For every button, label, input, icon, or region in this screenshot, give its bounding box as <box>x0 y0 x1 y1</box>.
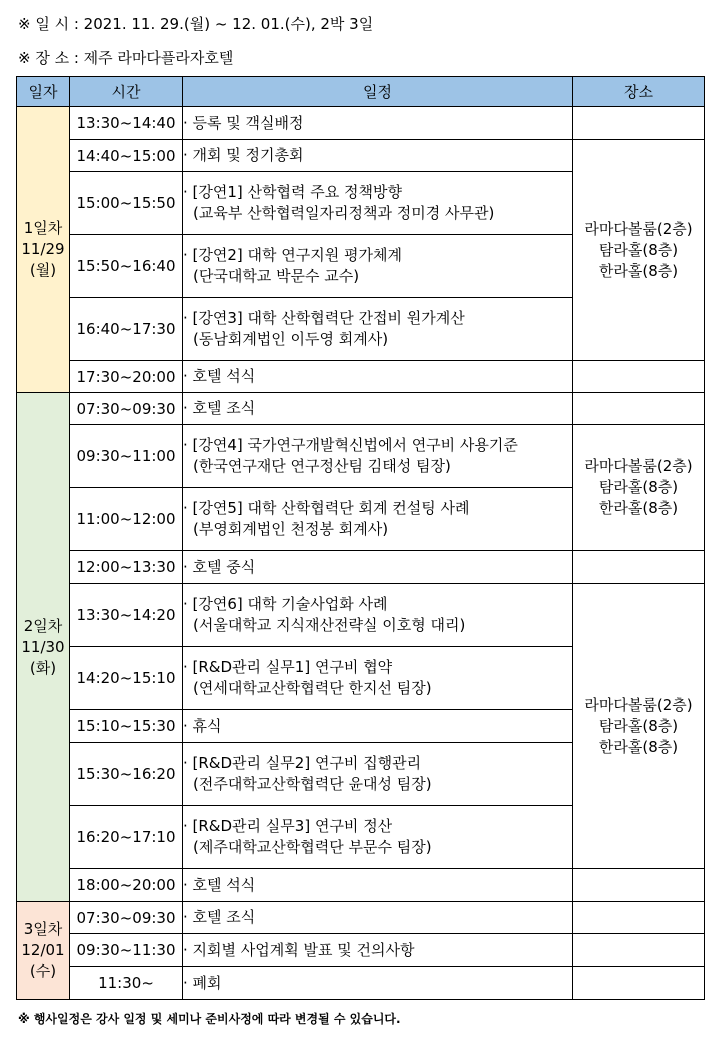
program-cell: · [R&D관리 실무1] 연구비 협약 (연세대학교산학협력단 한지선 팀장) <box>183 647 573 710</box>
table-row <box>17 425 705 488</box>
program-cell: · [강연6] 대학 기술사업화 사례 (서울대학교 지식재산전략실 이호형 대리) <box>183 584 573 647</box>
time-cell: 15:30~16:20 <box>70 743 183 806</box>
table-row <box>17 584 705 647</box>
table-row <box>17 107 705 140</box>
program-cell: · [R&D관리 실무2] 연구비 집행관리 (전주대학교산학협력단 윤대성 팀장) <box>183 743 573 806</box>
time-cell: 11:00~12:00 <box>70 488 183 551</box>
venue-cell-empty <box>573 361 705 393</box>
time-cell: 18:00~20:00 <box>70 869 183 902</box>
footnote: ※ 행사일정은 강사 일정 및 세미나 준비사정에 따라 변경될 수 있습니다. <box>18 1012 401 1026</box>
program-cell: · 호텔 석식 <box>183 361 573 393</box>
venue-cell-empty <box>573 869 705 902</box>
program-cell: · [강연1] 산학협력 주요 정책방향 (교육부 산학협력일자리정책과 정미경 사무관) <box>183 172 573 235</box>
time-cell: 13:30~14:20 <box>70 584 183 647</box>
time-cell: 16:40~17:30 <box>70 298 183 361</box>
program-cell: · [강연2] 대학 연구지원 평가체계 (단국대학교 박문수 교수) <box>183 235 573 298</box>
table-row <box>17 869 705 902</box>
venue-cell-empty <box>573 967 705 1000</box>
venue-cell-empty <box>573 107 705 140</box>
program-cell: · 휴식 <box>183 710 573 743</box>
time-cell: 11:30~ <box>70 967 183 1000</box>
day-cell: 2일차 11/30 (화) <box>17 393 70 902</box>
venue-cell: 라마다볼룸(2층) 탐라홀(8층) 한라홀(8층) <box>573 140 705 361</box>
header-day: 일자 <box>17 77 70 107</box>
day-cell: 3일차 12/01 (수) <box>17 902 70 1000</box>
time-cell: 17:30~20:00 <box>70 361 183 393</box>
time-cell: 12:00~13:30 <box>70 551 183 584</box>
event-date: ※ 일 시 : 2021. 11. 29.(월) ~ 12. 01.(수), 2박 3일 <box>18 15 374 33</box>
table-row <box>17 551 705 584</box>
program-cell: · 지회별 사업계획 발표 및 건의사항 <box>183 934 573 967</box>
program-cell: · [강연4] 국가연구개발혁신법에서 연구비 사용기준 (한국연구재단 연구정산팀 김태성 팀장) <box>183 425 573 488</box>
venue-cell: 라마다볼룸(2층) 탐라홀(8층) 한라홀(8층) <box>573 425 705 551</box>
table-row <box>17 361 705 393</box>
venue-cell: 라마다볼룸(2층) 탐라홀(8층) 한라홀(8층) <box>573 584 705 869</box>
header-program: 일정 <box>183 77 573 107</box>
schedule-table <box>16 76 705 1000</box>
program-cell: · [강연3] 대학 산학협력단 간접비 원가계산 (동남회계법인 이두영 회계사) <box>183 298 573 361</box>
time-cell: 09:30~11:30 <box>70 934 183 967</box>
table-row <box>17 393 705 425</box>
header-row <box>17 77 705 107</box>
venue-cell-empty <box>573 393 705 425</box>
time-cell: 15:00~15:50 <box>70 172 183 235</box>
time-cell: 07:30~09:30 <box>70 393 183 425</box>
time-cell: 15:10~15:30 <box>70 710 183 743</box>
table-row <box>17 140 705 172</box>
program-cell: · [강연5] 대학 산학협력단 회계 컨설팅 사례 (부영회계법인 천정봉 회계사) <box>183 488 573 551</box>
program-cell: · 호텔 조식 <box>183 902 573 934</box>
table-row <box>17 967 705 1000</box>
venue-cell-empty <box>573 902 705 934</box>
venue-cell-empty <box>573 934 705 967</box>
table-row <box>17 934 705 967</box>
time-cell: 14:40~15:00 <box>70 140 183 172</box>
time-cell: 13:30~14:40 <box>70 107 183 140</box>
event-place: ※ 장 소 : 제주 라마다플라자호텔 <box>18 49 234 67</box>
venue-cell-empty <box>573 551 705 584</box>
program-cell: · 호텔 조식 <box>183 393 573 425</box>
program-cell: · 개회 및 정기총회 <box>183 140 573 172</box>
header-venue: 장소 <box>573 77 705 107</box>
program-cell: · [R&D관리 실무3] 연구비 정산 (제주대학교산학협력단 부문수 팀장) <box>183 806 573 869</box>
time-cell: 09:30~11:00 <box>70 425 183 488</box>
day-cell: 1일차 11/29 (월) <box>17 107 70 393</box>
program-cell: · 호텔 석식 <box>183 869 573 902</box>
time-cell: 15:50~16:40 <box>70 235 183 298</box>
header-time: 시간 <box>70 77 183 107</box>
time-cell: 07:30~09:30 <box>70 902 183 934</box>
table-row <box>17 902 705 934</box>
program-cell: · 호텔 중식 <box>183 551 573 584</box>
time-cell: 14:20~15:10 <box>70 647 183 710</box>
time-cell: 16:20~17:10 <box>70 806 183 869</box>
program-cell: · 등록 및 객실배정 <box>183 107 573 140</box>
program-cell: · 폐회 <box>183 967 573 1000</box>
